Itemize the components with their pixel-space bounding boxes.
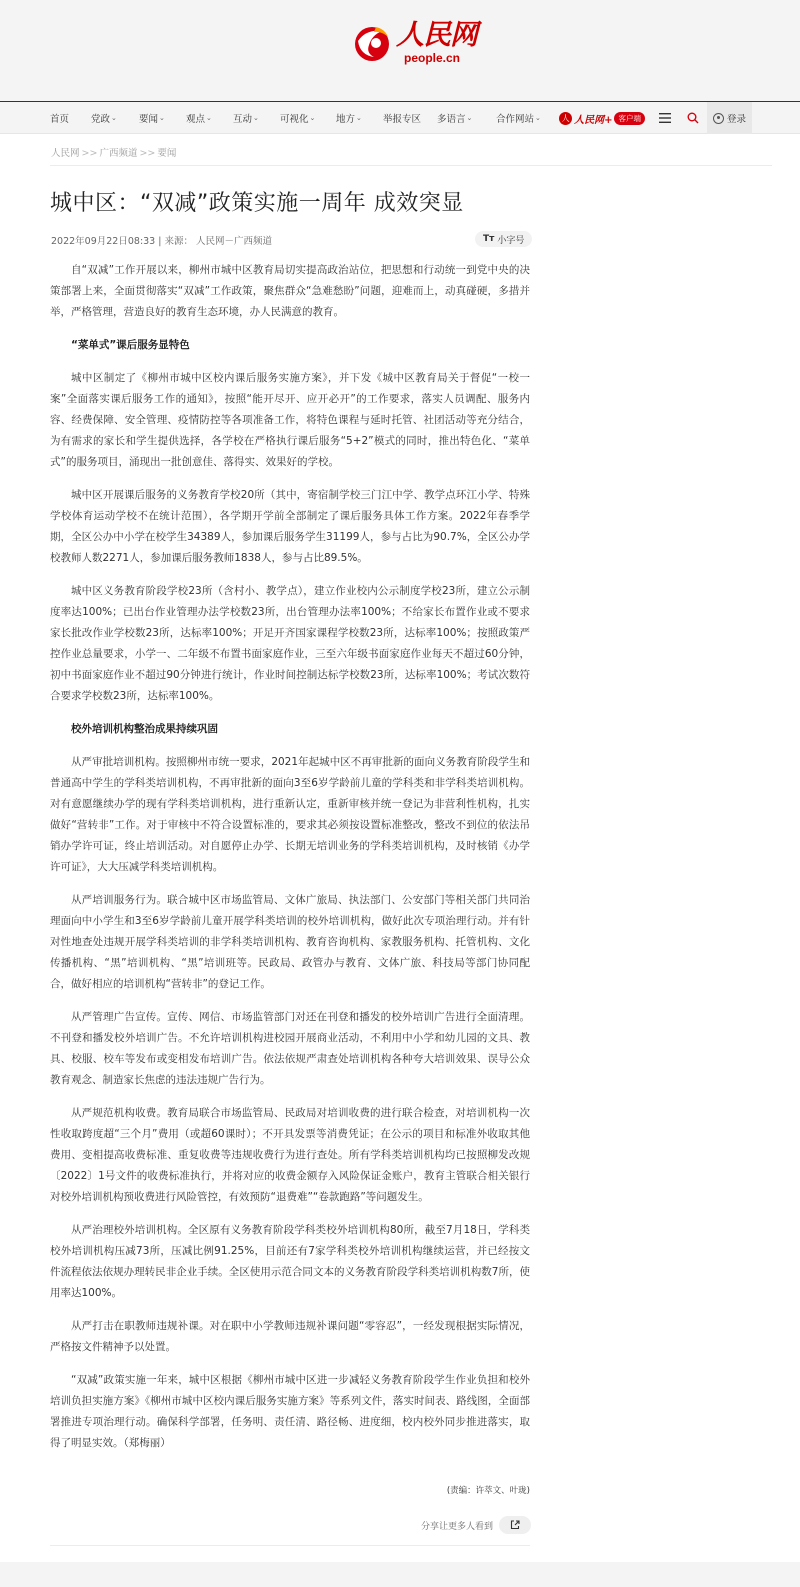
login-label: 登录 xyxy=(726,114,746,125)
chevron-down-icon: ⌄ xyxy=(356,113,362,122)
chevron-down-icon: ⌄ xyxy=(206,113,212,122)
text-size-icon: Tт xyxy=(483,234,495,244)
editor-credit: (责编：许萃文、叶珑) xyxy=(446,1486,530,1496)
search-button[interactable] xyxy=(679,102,707,134)
paragraph: 城中区制定了《柳州市城中区校内课后服务实施方案》，并下发《城中区教育局关于督促“一校一案”全面落实课后服务工作的通知》，按照“能开尽开、应开必开”的工作要求，落实人员调配、服务内容、经费保障、安全管理、疫情防控等各项准备工作，将特色课程与延时托管、社团活动等充分结合，为有需求的家长和学生提供选择，各学校在严格执行课后服务“5+2”模式的同时，推出特色化、“菜单式”的服务项目，涌现出一批创意佳、落得实、效果好的学校。 xyxy=(50,372,530,468)
share-label: 分享让更多人看到 xyxy=(421,1521,494,1532)
menu-button[interactable] xyxy=(651,102,679,134)
nav-item[interactable] xyxy=(280,111,336,125)
paragraph: 自“双减”工作开展以来，柳州市城中区教育局切实提高政治站位，把思想和行动统一到党中央的决策部署上来，全面贯彻落实“双减”工作政策，聚焦群众“急难愁盼”问题，迎难而上，动真碰硬，多措并举，严格管理，营造良好的教育生态环境，办人民满意的教育。 xyxy=(50,264,530,318)
section-heading: “菜单式”课后服务显特色 xyxy=(71,339,190,351)
people-app-icon: 人 xyxy=(559,112,572,125)
paragraph: 城中区义务教育阶段学校23所（含村小、教学点），建立作业校内公示制度学校23所，建立公示制度率达100%；已出台作业管理办法学校数23所，出台管理办法率100%；不给家长布置作业或不要求家长批改作业学校数23所，达标率100%；开足开齐国家课程学校数23所，达标率100%；按照政策严控作业总量要求，小学一、二年级不布置书面家庭作业，三至六年级书面家庭作业每天不超过60分钟，初中书面家庭作业不超过90分钟进行统计，作业时间控制达标学校数23所，达标率100%；考试次数符合要求学校数23所，达标率100%。 xyxy=(50,585,530,702)
nav-item-label: 举报专区 xyxy=(383,113,422,125)
nav-item[interactable] xyxy=(139,111,186,125)
share-bar xyxy=(421,1516,531,1534)
chevron-down-icon: ⌄ xyxy=(535,113,541,122)
breadcrumb-link[interactable]: 广西频道 xyxy=(99,148,138,159)
site-logo[interactable] xyxy=(352,20,477,65)
nav-item-label: 首页 xyxy=(50,113,70,125)
article-title: 城中区：“双减”政策实施一周年 成效突显 xyxy=(50,191,464,216)
source-link[interactable]: 人民网－广西频道 xyxy=(196,236,273,247)
nav-item[interactable] xyxy=(50,111,91,125)
app-pill: 客户端 xyxy=(614,112,645,125)
nav-item[interactable] xyxy=(496,111,556,125)
nav-item-label: 互动 xyxy=(233,113,253,125)
paragraph: 城中区开展课后服务的义务教育学校20所（其中，寄宿制学校三门江中学、教学点环江小学、特殊学校体育运动学校不在统计范围），各学期开学前全部制定了课后服务具体工作方案。2022年春季学期，全区公办中小学在校学生34389人，参加课后服务学生31199人，参与占比为90.7%，全区公办学校教师人数2271人，参加课后服务教师1838人，参与占比89.5%。 xyxy=(50,489,530,564)
article-body xyxy=(50,260,530,1466)
breadcrumb-link[interactable]: 要闻 xyxy=(157,148,177,159)
breadcrumb-separator: >> xyxy=(81,148,98,159)
footer-band xyxy=(0,1562,800,1587)
site-header xyxy=(0,0,800,102)
chevron-down-icon: ⌄ xyxy=(111,113,117,122)
nav-item-label: 多语言 xyxy=(437,113,466,125)
nav-item[interactable] xyxy=(437,111,496,125)
font-size-toggle[interactable] xyxy=(475,231,532,247)
article-meta xyxy=(51,233,272,247)
chevron-down-icon: ⌄ xyxy=(466,113,473,122)
menu-icon xyxy=(659,113,671,123)
breadcrumb-separator: >> xyxy=(139,148,156,159)
chevron-down-icon: ⌄ xyxy=(309,113,316,122)
paragraph: 从严规范机构收费。教育局联合市场监管局、民政局对培训收费的进行联合检查，对培训机构一次性收取跨度超“三个月”费用（或超60课时）；不开具发票等消费凭证；在公示的项目和标准外收取其他费用、变相提高收费标准、重复收费等违规收费行为进行查处。所有学科类培训机构均已按照柳发改规〔2022〕1号文件的收费标准执行，并将对应的收费金额存入风险保证金账户，教育主管联合相关银行对校外培训机构预收费进行风险管控，有效预防“退费难”“卷款跑路”等问题发生。 xyxy=(50,1107,530,1203)
nav-item[interactable] xyxy=(336,111,383,125)
paragraph: 从严培训服务行为。联合城中区市场监管局、文体广旅局、执法部门、公安部门等相关部门共同治理面向中小学生和3至6岁学龄前儿童开展学科类培训的校外培训机构，做好此次专项治理行动。并有针对性地查处违规开展学科类培训的非学科类培训机构、教育咨询机构、家教服务机构、托管机构、文化传播机构、“黑”培训机构、“黑”培训班等。民政局、政管办与教育、文体广旅、科技局等部门协同配合，做好相应的培训机构“营转非”的登记工作。 xyxy=(50,894,530,990)
user-icon xyxy=(713,113,724,124)
paragraph: 从严审批培训机构。按照柳州市统一要求，2021年起城中区不再审批新的面向义务教育阶段学生和普通高中学生的学科类培训机构，不再审批新的面向3至6岁学龄前儿童的学科类和非学科类培训机构。对有意愿继续办学的现有学科类培训机构，进行重新认定，重新审核并统一登记为非营利性机构，扎实做好“营转非”工作。对于审核中不符合设置标准的，要求其必须按设置标准整改，整改不到位的依法吊销办学许可证，终止培训活动。对自愿停止办学、长期无培训业务的学科类培训机构，及时核销《办学许可证》，大大压减学科类培训机构。 xyxy=(50,756,530,873)
logo-mark-icon xyxy=(352,23,392,63)
paragraph: “双减”政策实施一年来，城中区根据《柳州市城中区进一步减轻义务教育阶段学生作业负担和校外培训负担实施方案》《柳州市城中区校内课后服务实施方案》等系列文件，落实时间表、路线图，全面部署推进专项治理行动。确保科学部署，任务明、责任清、路径畅、进度细，校内校外同步推进落实，取得了明显实效。（郑梅丽） xyxy=(50,1374,530,1449)
nav-item-label: 地方 xyxy=(336,113,356,125)
divider xyxy=(50,165,772,166)
nav-item[interactable] xyxy=(233,111,280,125)
paragraph: 从严治理校外培训机构。全区原有义务教育阶段学科类校外培训机构80所，截至7月18日，学科类校外培训机构压减73所，压减比例91.25%，目前还有7家学科类校外培训机构继续运营，并已经按文件流程依法依规办理转民非企业手续。全区使用示范合同文本的义务教育阶段学科类培训机构数7所，使用率达100%。 xyxy=(50,1224,530,1299)
nav-item-label: 党政 xyxy=(91,113,111,125)
main-nav xyxy=(0,102,800,134)
publish-date: 2022年09月22日08:33 xyxy=(51,236,156,247)
chevron-down-icon: ⌄ xyxy=(159,113,165,122)
paragraph: 从严管理广告宣传。宣传、网信、市场监管部门对还在刊登和播发的校外培训广告进行全面清理。不刊登和播发校外培训广告。不允许培训机构进校园开展商业活动，不利用中小学和幼儿园的文具、教具、校服、校车等发布或变相发布培训广告。依法依规严肃查处培训机构各种夸大培训效果、误导公众教育观念、制造家长焦虑的违法违规广告行为。 xyxy=(50,1011,530,1086)
nav-item-label: 可视化 xyxy=(280,113,309,125)
nav-item[interactable] xyxy=(186,111,233,125)
paragraph: 从严打击在职教师违规补课。对在职中小学教师违规补课问题“零容忍”，一经发现根据实际情况，严格按文件精神予以处置。 xyxy=(50,1320,530,1353)
logo-text-cn: 人民网 xyxy=(396,18,478,51)
chevron-down-icon: ⌄ xyxy=(253,113,259,122)
section-heading: 校外培训机构整治成果持续巩固 xyxy=(71,723,218,735)
nav-item[interactable] xyxy=(91,111,139,125)
app-download-link[interactable] xyxy=(553,102,651,134)
login-button[interactable] xyxy=(707,102,752,134)
nav-item[interactable] xyxy=(383,111,437,125)
breadcrumb-link[interactable]: 人民网 xyxy=(51,148,80,159)
nav-item-label: 要闻 xyxy=(139,113,159,125)
breadcrumb xyxy=(51,145,176,159)
divider xyxy=(50,1545,530,1546)
share-button[interactable] xyxy=(499,1516,531,1534)
font-size-label: 小字号 xyxy=(497,235,525,246)
app-logo-text: 人民网+ xyxy=(574,114,613,126)
nav-item-label: 观点 xyxy=(186,113,206,125)
search-icon xyxy=(687,112,699,124)
logo-text-en: people.cn xyxy=(404,51,461,65)
nav-item-label: 合作网站 xyxy=(496,113,535,125)
share-icon xyxy=(510,1520,520,1530)
source-prefix: | 来源： xyxy=(158,236,193,247)
